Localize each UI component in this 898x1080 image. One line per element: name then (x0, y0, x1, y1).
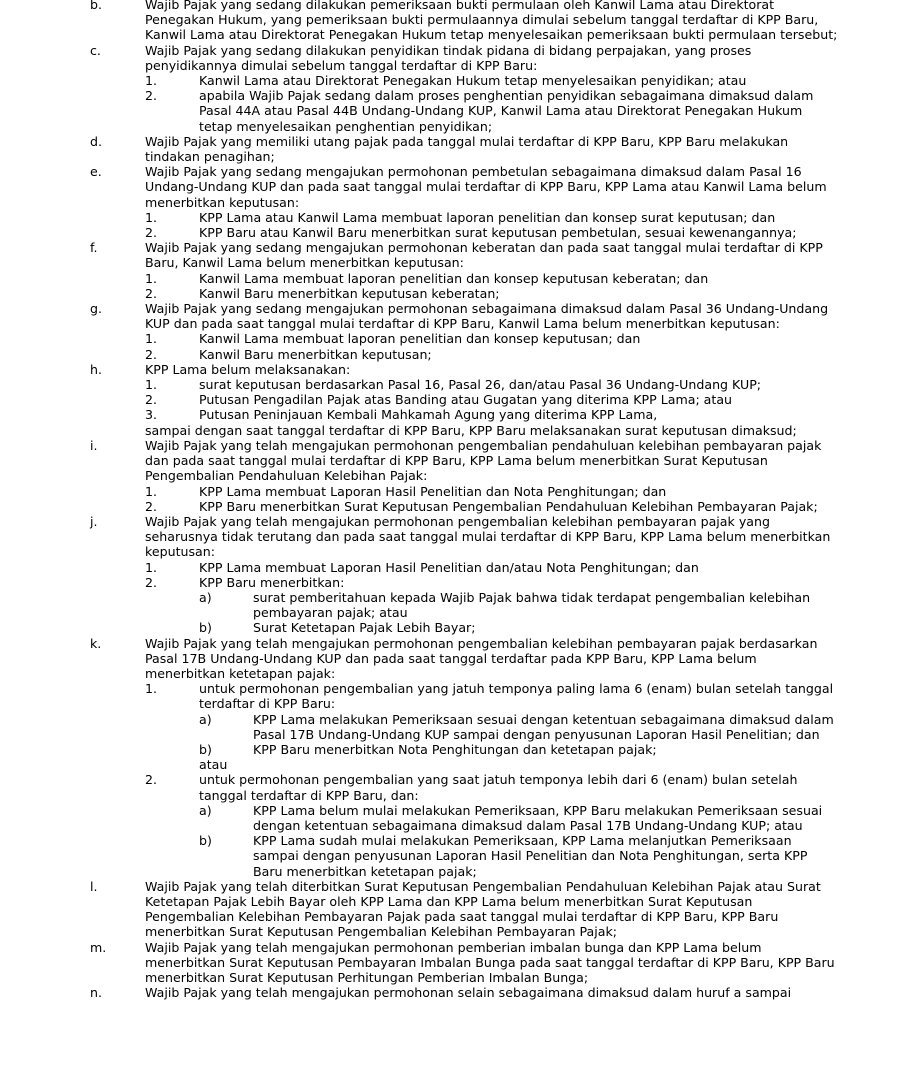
list-item (0, 73, 898, 88)
clause-label: b. (90, 0, 102, 12)
clause-k (0, 636, 898, 682)
item-text: Kanwil Lama membuat laporan penelitian dan konsep keputusan; dan (199, 331, 641, 347)
item-number: 1. (145, 209, 158, 225)
item-number: 1. (145, 270, 158, 286)
list-item (0, 392, 898, 407)
item-text: Putusan Pengadilan Pajak atas Banding atau Gugatan yang diterima KPP Lama; atau (199, 392, 733, 408)
sub-list-item (0, 712, 898, 742)
clause-text: Wajib Pajak yang telah mengajukan permohonan pengembalian kelebihan pembayaran pajak berdasarkan Pasal 17B Undang-Undang KUP dan pada saat tanggal terdaftar pada KPP Baru, KPP Lama belum menerbitkan ketetapan pajak: (145, 635, 818, 681)
clause-text: Wajib Pajak yang memiliki utang pajak pada tanggal mulai terdaftar di KPP Baru, KPP Baru melakukan tindakan penagihan; (145, 133, 789, 165)
sub-list-item (0, 742, 898, 757)
item-number: b) (199, 620, 212, 636)
clause-l (0, 879, 898, 940)
item-text: Surat Ketetapan Pajak Lebih Bayar; (253, 620, 476, 636)
clause-i (0, 438, 898, 484)
item-number: 2. (145, 392, 158, 408)
clause-f (0, 240, 898, 270)
clause-text: Wajib Pajak yang telah mengajukan permohonan pengembalian pendahuluan kelebihan pembayaran pajak dan pada saat tanggal mulai terdaftar di KPP Baru, KPP Lama belum menerbitkan Surat Keputusan Pengembalian Pendahuluan Kelebihan Pajak: (145, 437, 822, 484)
clause-label: l. (90, 878, 98, 894)
item-text: KPP Lama belum mulai melakukan Pemeriksaan, KPP Baru melakukan Pemeriksaan sesuai dengan ketentuan sebagaimana dimaksud dalam Pasal 17B Undang-Undang KUP; atau (253, 802, 823, 833)
list-item (0, 286, 898, 301)
item-text: untuk permohonan pengembalian yang saat jatuh temponya lebih dari 6 (enam) bulan setelah tanggal terdaftar di KPP Baru, dan: (199, 772, 798, 803)
clause-g (0, 301, 898, 331)
item-number: 1. (145, 559, 158, 575)
clause-m (0, 940, 898, 986)
clause-c (0, 43, 898, 73)
item-number: 1. (145, 377, 158, 393)
clause-closing-text: sampai dengan saat tanggal terdaftar di KPP Baru, KPP Baru melaksanakan surat keputusan dimaksud; (145, 422, 797, 438)
clause-text: KPP Lama belum melaksanakan: (145, 361, 351, 377)
clause-label: i. (90, 437, 98, 453)
list-item (0, 407, 898, 422)
item-text: KPP Lama melakukan Pemeriksaan sesuai dengan ketentuan sebagaimana dimaksud dalam Pasal 17B Undang-Undang KUP sampai dengan penyusunan Laporan Hasil Penelitian; dan (253, 711, 834, 742)
item-text: untuk permohonan pengembalian yang jatuh temponya paling lama 6 (enam) bulan setelah tanggal terdaftar di KPP Baru: (199, 681, 834, 712)
item-number: 1. (145, 483, 158, 499)
item-number: 1. (145, 331, 158, 347)
list-item (0, 377, 898, 392)
clause-label: f. (90, 240, 98, 256)
item-number: 2. (145, 225, 158, 241)
item-text: KPP Baru menerbitkan: (199, 574, 345, 590)
clause-label: h. (90, 361, 102, 377)
item-text: surat keputusan berdasarkan Pasal 16, Pasal 26, dan/atau Pasal 36 Undang-Undang KUP; (199, 377, 762, 393)
list-item (0, 210, 898, 225)
clause-label: k. (90, 635, 102, 651)
item-text: KPP Lama sudah mulai melakukan Pemeriksaan, KPP Lama melanjutkan Pemeriksaan sampai dengan penyusunan Laporan Hasil Penelitian dan Nota Penghitungan, serta KPP Baru menerbitkan ketetapan pajak; (253, 833, 808, 879)
item-number: 2. (145, 772, 158, 788)
clause-label: e. (90, 164, 102, 180)
clause-j (0, 514, 898, 560)
list-item (0, 484, 898, 499)
clause-text: Wajib Pajak yang sedang dilakukan penyidikan tindak pidana di bidang perpajakan, yang proses penyidikannya dimulai sebelum tanggal terdaftar di KPP Baru: (145, 42, 752, 73)
list-item (0, 331, 898, 346)
clause-text: Wajib Pajak yang telah diterbitkan Surat Keputusan Pengembalian Pendahuluan Kelebihan Pajak atau Surat Ketetapan Pajak Lebih Bayar oleh KPP Lama dan KPP Lama belum menerbitkan Surat Keputusan Pengembalian Kelebihan Pembayaran Pajak pada saat tanggal mulai terdaftar di KPP Baru, KPP Baru menerbitkan Surat Keputusan Pengembalian Kelebihan Pembayaran Pajak; (145, 878, 821, 940)
clause-label: j. (90, 513, 98, 529)
clause-label: n. (90, 985, 102, 1001)
clause-text: Wajib Pajak yang sedang mengajukan permohonan pembetulan sebagaimana dimaksud dalam Pasal 16 Undang-Undang KUP dan pada saat tanggal mulai terdaftar di KPP Baru, KPP Lama atau Kanwil Lama belum menerbitkan keputusan: (145, 164, 827, 210)
item-number: b) (199, 741, 212, 757)
clause-b (0, 0, 898, 43)
clause-label: m. (90, 939, 107, 955)
sub-list-item (0, 620, 898, 635)
item-text: KPP Baru menerbitkan Nota Penghitungan dan ketetapan pajak; (253, 741, 657, 757)
clause-label: g. (90, 301, 102, 317)
clause-text: Wajib Pajak yang telah mengajukan permohonan selain sebagaimana dimaksud dalam huruf a sampai (145, 985, 792, 1001)
list-item (0, 88, 898, 134)
clause-text: Wajib Pajak yang sedang mengajukan permohonan keberatan dan pada saat tanggal mulai terdaftar di KPP Baru, Kanwil Lama belum menerbitkan keputusan: (145, 240, 823, 271)
item-number: 2. (145, 346, 158, 362)
item-number: 1. (145, 681, 158, 697)
item-number: a) (199, 802, 212, 818)
clause-text: Wajib Pajak yang telah mengajukan permohonan pemberian imbalan bunga dan KPP Lama belum menerbitkan Surat Keputusan Pembayaran Imbalan Bunga pada saat tanggal terdaftar di KPP Baru, KPP Baru menerbitkan Surat Keputusan Perhitungan Pemberian Imbalan Bunga; (145, 939, 835, 985)
item-number: 2. (145, 498, 158, 514)
list-item (0, 271, 898, 286)
item-text: Kanwil Lama membuat laporan penelitian dan konsep keputusan keberatan; dan (199, 270, 709, 286)
item-text: KPP Lama membuat Laporan Hasil Penelitian dan Nota Penghitungan; dan (199, 483, 667, 499)
item-number: 2. (145, 574, 158, 590)
item-text: apabila Wajib Pajak sedang dalam proses penghentian penyidikan sebagaimana dimaksud dalam Pasal 44A atau Pasal 44B Undang-Undang KUP, Kanwil Lama atau Direktorat Penegakan Hukum tetap menyelesaikan penghentian penyidikan; (199, 88, 814, 134)
clause-text: Wajib Pajak yang sedang mengajukan permohonan sebagaimana dimaksud dalam Pasal 36 Undang-Undang KUP dan pada saat tanggal mulai terdaftar di KPP Baru, Kanwil Lama belum menerbitkan keputusan: (145, 301, 829, 332)
list-item (0, 681, 898, 711)
item-text: KPP Lama atau Kanwil Lama membuat laporan penelitian dan konsep surat keputusan; dan (199, 209, 776, 225)
sub-list-item (0, 803, 898, 833)
list-item (0, 499, 898, 514)
item-number: 2. (145, 88, 158, 104)
list-item (0, 347, 898, 362)
item-number: b) (199, 833, 212, 849)
clause-label: c. (90, 42, 101, 58)
item-text: Kanwil Baru menerbitkan keputusan keberatan; (199, 285, 500, 301)
clause-e (0, 164, 898, 210)
list-item (0, 772, 898, 802)
item-text: Kanwil Baru menerbitkan keputusan; (199, 346, 432, 362)
clause-text: Wajib Pajak yang telah mengajukan permohonan pengembalian kelebihan pembayaran pajak yang seharusnya tidak terutang dan pada saat tanggal mulai terdaftar di KPP Baru, KPP Lama belum menerbitkan keputusan: (145, 513, 831, 560)
sub-list-item (0, 833, 898, 879)
item-number: 1. (145, 73, 158, 89)
item-text: KPP Baru atau Kanwil Baru menerbitkan surat keputusan pembetulan, sesuai kewenangannya; (199, 225, 797, 241)
item-text: surat pemberitahuan kepada Wajib Pajak bahwa tidak terdapat pengembalian kelebihan pembayaran pajak; atau (253, 589, 811, 621)
list-item (0, 560, 898, 575)
list-item (0, 575, 898, 590)
clause-h (0, 362, 898, 377)
clause-n (0, 985, 898, 1000)
item-text: KPP Baru menerbitkan Surat Keputusan Pengembalian Pendahuluan Kelebihan Pembayaran Pajak; (199, 498, 818, 514)
item-number: a) (199, 589, 212, 605)
clause-d (0, 134, 898, 164)
list-item (0, 225, 898, 240)
clause-text: Wajib Pajak yang sedang dilakukan pemeriksaan bukti permulaan oleh Kanwil Lama atau Direktorat Penegakan Hukum, yang pemeriksaan bukti permulaannya dimulai sebelum tanggal terdaftar di KPP Baru, Kanwil Lama atau Direktorat Penegakan Hukum tetap menyelesaikan pemeriksaan bukti permulaan tersebut; (145, 0, 838, 43)
item-number: 2. (145, 285, 158, 301)
item-text: Kanwil Lama atau Direktorat Penegakan Hukum tetap menyelesaikan penyidikan; atau (199, 73, 747, 89)
connector-text: atau (199, 757, 228, 773)
item-text: KPP Lama membuat Laporan Hasil Penelitian dan/atau Nota Penghitungan; dan (199, 559, 699, 575)
sub-list-item (0, 590, 898, 620)
clause-label: d. (90, 133, 102, 149)
item-number: 3. (145, 407, 158, 423)
item-number: a) (199, 711, 212, 727)
item-text: Putusan Peninjauan Kembali Mahkamah Agung yang diterima KPP Lama, (199, 407, 658, 423)
